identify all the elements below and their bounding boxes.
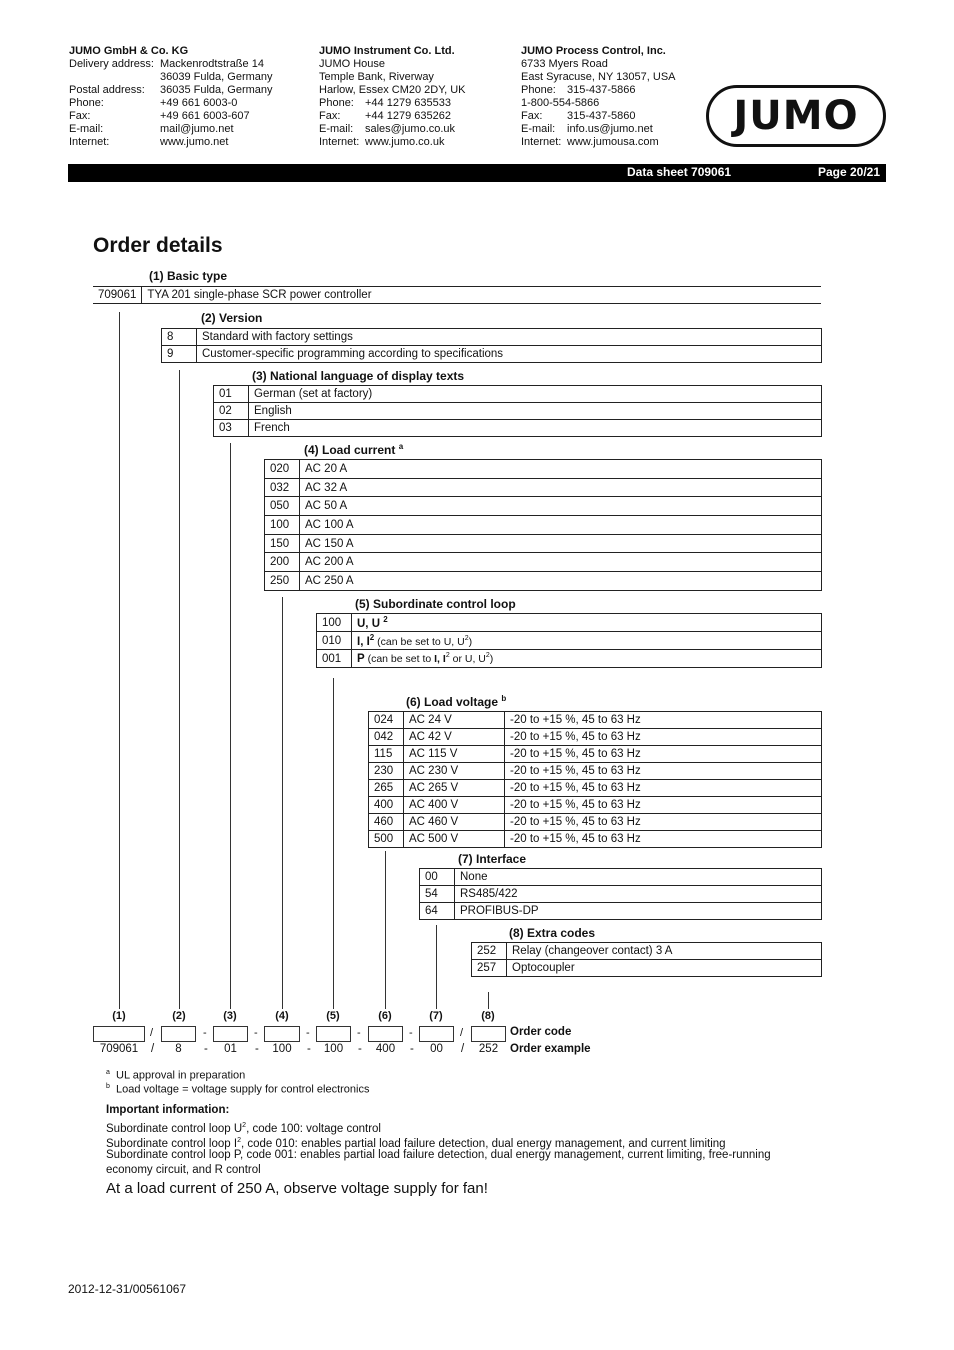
order-code-box-2[interactable] (161, 1026, 196, 1042)
table-row: 150 AC 150 A (265, 534, 822, 553)
datasheet-number: Data sheet 709061 (627, 165, 732, 179)
table-row: 54 RS485/422 (420, 886, 822, 903)
separator: - (254, 1027, 258, 1039)
address-line: Fax: +44 1279 635262 (319, 110, 451, 122)
address-line: Internet: www.jumo.co.uk (319, 136, 445, 148)
separator: - (204, 1043, 208, 1055)
table-row: 001 P (can be set to I, $I^2$ or U, $U^2$) (317, 650, 822, 668)
section-4-title: (4) Load current $^a$ (304, 442, 404, 457)
code-label-7: (7) (429, 1010, 443, 1022)
order-code-box-4[interactable] (264, 1026, 300, 1042)
section-6-title: (6) Load voltage $^b$ (406, 694, 507, 709)
connector-line-6 (385, 851, 386, 1009)
info-line-4: economy circuit, and R control (106, 1164, 261, 1176)
table-row: 01 German (set at factory) (214, 386, 822, 403)
language-table (213, 385, 822, 437)
footnote-a: $^a$ UL approval in preparation (106, 1069, 246, 1082)
separator: - (357, 1027, 361, 1039)
example-value-2: 8 (175, 1043, 182, 1055)
separator: - (307, 1043, 311, 1055)
basic-type-table (93, 286, 821, 304)
address-line: 1-800-554-5866 (521, 97, 600, 109)
address-line: JUMO House (319, 58, 386, 70)
order-code-box-5[interactable] (316, 1026, 351, 1042)
code-label-5: (5) (326, 1010, 340, 1022)
section-5-title: (5) Subordinate control loop (355, 597, 516, 611)
separator: - (255, 1043, 259, 1055)
connector-line-8 (488, 992, 489, 1009)
example-value-6: 400 (375, 1043, 396, 1055)
connector-line-4 (282, 597, 283, 1009)
table-row: 050 AC 50 A (265, 497, 822, 516)
separator: / (461, 1043, 465, 1055)
company-jumo-usa (521, 45, 676, 149)
info-line-2: Subordinate control loop $I^2$, code 010: enables partial load failure detection, dual energy management, and current limiting (106, 1137, 726, 1150)
separator: - (410, 1043, 414, 1055)
table-row: 709061 TYA 201 single-phase SCR power controller (93, 287, 821, 304)
table-row: 115 AC 115 V -20 to +15 %, 45 to 63 Hz (369, 746, 822, 763)
example-value-8: 252 (478, 1043, 499, 1055)
connector-line-1 (119, 312, 120, 1009)
table-row: 042 AC 42 V -20 to +15 %, 45 to 63 Hz (369, 729, 822, 746)
example-value-3: 01 (224, 1043, 237, 1055)
table-row: 250 AC 250 A (265, 572, 822, 591)
code-label-2: (2) (172, 1010, 186, 1022)
table-row: 400 AC 400 V -20 to +15 %, 45 to 63 Hz (369, 797, 822, 814)
example-value-1: 709061 (99, 1043, 139, 1055)
control-loop-table (316, 613, 822, 668)
order-code-box-7[interactable] (419, 1026, 454, 1042)
separator: - (306, 1027, 310, 1039)
table-row: 9 Customer-specific programming according to specifications (162, 346, 822, 363)
separator: - (409, 1027, 413, 1039)
connector-line-7 (436, 925, 437, 1009)
code-label-6: (6) (378, 1010, 392, 1022)
address-line: Phone: 315-437-5866 (521, 84, 636, 96)
order-code-label: Order code (510, 1026, 572, 1038)
info-line-3: Subordinate control loop P, code 001: enables partial load failure detection, dual energy management, current limiting, free-running (106, 1149, 771, 1161)
address-line: 6733 Myers Road (521, 58, 608, 70)
table-row: 100 AC 100 A (265, 516, 822, 535)
separator: / (460, 1027, 464, 1039)
address-line: 36039 Fulda, Germany (160, 71, 273, 83)
jumo-logo (706, 85, 886, 147)
address-line: Harlow, Essex CM20 2DY, UK (319, 84, 466, 96)
address-line: East Syracuse, NY 13057, USA (521, 71, 676, 83)
company-name: JUMO Instrument Co. Ltd. (319, 45, 455, 57)
order-example-label: Order example (510, 1043, 591, 1055)
table-row: 257 Optocoupler (472, 960, 822, 977)
separator: - (203, 1027, 207, 1039)
example-value-7: 00 (430, 1043, 443, 1055)
section-7-title: (7) Interface (458, 852, 527, 866)
table-row: 230 AC 230 V -20 to +15 %, 45 to 63 Hz (369, 763, 822, 780)
address-line: E-mail: sales@jumo.co.uk (319, 123, 456, 135)
table-row: 032 AC 32 A (265, 478, 822, 497)
table-row: 100 U, U $^2$ (317, 614, 822, 632)
table-row: 020 AC 20 A (265, 460, 822, 479)
address-line: Phone: +49 661 6003-0 (69, 97, 238, 109)
address-line: Fax: 315-437-5860 (521, 110, 636, 122)
address-line: Fax: +49 661 6003-607 (69, 110, 250, 122)
footnote-b: $^b$ Load voltage = voltage supply for control electronics (106, 1083, 370, 1096)
connector-line-3 (230, 443, 231, 1009)
header-bar (68, 164, 886, 182)
table-row: 460 AC 460 V -20 to +15 %, 45 to 63 Hz (369, 814, 822, 831)
separator: / (150, 1027, 154, 1039)
address-line: Internet: www.jumo.net (69, 136, 229, 148)
order-code-box-1[interactable] (93, 1026, 145, 1042)
info-line-1: Subordinate control loop $U^2$, code 100: voltage control (106, 1122, 381, 1135)
code-label-3: (3) (223, 1010, 237, 1022)
address-line: Postal address: 36035 Fulda, Germany (69, 84, 273, 96)
page-number: Page 20/21 (817, 165, 880, 179)
address-line: Temple Bank, Riverway (319, 71, 434, 83)
address-line: Phone: +44 1279 635533 (319, 97, 451, 109)
order-code-box-8[interactable] (471, 1026, 506, 1042)
version-table (161, 328, 822, 363)
order-code-box-3[interactable] (213, 1026, 248, 1042)
address-line: E-mail: mail@jumo.net (69, 123, 234, 135)
table-row: 252 Relay (changeover contact) 3 A (472, 943, 822, 960)
company-jumo-gmbh (69, 45, 273, 149)
connector-line-5 (333, 678, 334, 1009)
separator: / (151, 1043, 155, 1055)
example-value-5: 100 (323, 1043, 344, 1055)
section-3-title: (3) National language of display texts (252, 369, 465, 383)
table-row: 8 Standard with factory settings (162, 329, 822, 346)
section-2-title: (2) Version (201, 311, 263, 325)
extra-codes-table (471, 942, 822, 977)
interface-table (419, 868, 822, 920)
page-title: Order details (93, 234, 223, 257)
table-row: 265 AC 265 V -20 to +15 %, 45 to 63 Hz (369, 780, 822, 797)
load-current-table (264, 459, 822, 591)
info-heading: Important information: (106, 1104, 230, 1116)
company-jumo-uk (319, 45, 466, 149)
logo-text: JUMO (733, 93, 859, 139)
separator: - (358, 1043, 362, 1055)
table-row: 200 AC 200 A (265, 553, 822, 572)
load-voltage-table (368, 711, 822, 848)
address-line: Internet: www.jumousa.com (521, 136, 659, 148)
connector-line-2 (179, 370, 180, 1009)
example-value-4: 100 (272, 1043, 292, 1055)
code-label-8: (8) (481, 1010, 495, 1022)
section-1-title: (1) Basic type (149, 269, 228, 283)
table-row: 500 AC 500 V -20 to +15 %, 45 to 63 Hz (369, 831, 822, 848)
code-label-1: (1) (112, 1010, 126, 1022)
order-code-box-6[interactable] (368, 1026, 403, 1042)
table-row: 64 PROFIBUS-DP (420, 903, 822, 920)
table-row: 00 None (420, 869, 822, 886)
company-name: JUMO GmbH & Co. KG (69, 45, 189, 57)
section-8-title: (8) Extra codes (509, 926, 596, 940)
address-line: Delivery address: Mackenrodtstraße 14 (69, 58, 264, 70)
address-line: E-mail: info.us@jumo.net (521, 123, 653, 135)
table-row: 024 AC 24 V -20 to +15 %, 45 to 63 Hz (369, 712, 822, 729)
table-row: 010 I, $I^2$ (can be set to U, $U^2$) (317, 632, 822, 650)
code-label-4: (4) (275, 1010, 289, 1022)
table-row: 02 English (214, 403, 822, 420)
company-name: JUMO Process Control, Inc. (521, 45, 666, 57)
table-row: 03 French (214, 420, 822, 437)
fan-note: At a load current of 250 A, observe voltage supply for fan! (106, 1180, 488, 1197)
footer-doc-id: 2012-12-31/00561067 (68, 1282, 187, 1296)
